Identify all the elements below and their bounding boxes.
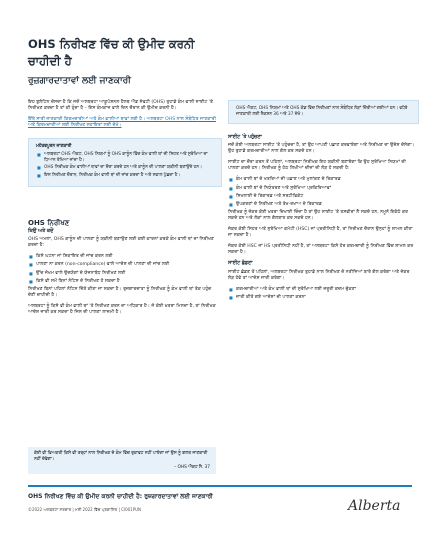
quote-text: ਕੋਈ ਵੀ ਵਿਅਕਤੀ ਕਿਸੇ ਵੀ ਤਰ੍ਹਾਂ ਨਾਲ ਨਿਰੀਖਕ ਦੇ ਕੰਮ ਵਿੱਚ ਰੁਕਾਵਟ ਨਹੀਂ ਪਾਏਗਾ ਜਾਂ ਉਸ ਨੂੰ ਗ਼ਲਤ ਜਾਣਕਾਰੀ ਨਹੀਂ ਦੇਵੇਗਾ।: [34, 451, 208, 462]
list-item: ■ ਉੱਚ ਜੋਖਮ ਵਾਲੇ ਉਦਯੋਗਾਂ ਦੇ ਯੋਜਨਾਬੱਧ ਨਿਰੀਖਣ ਲਈ: [36, 271, 218, 277]
footer-title: OHS ਨਿਰੀਖਣ ਵਿੱਚ ਕੀ ਉਮੀਦ ਕਰਨੀ ਚਾਹੀਦੀ ਹੈ: ਰੁਜ਼ਗਾਰਦਾਤਾਵਾਂ ਲਈ ਜਾਣਕਾਰੀ: [28, 493, 213, 500]
list-item: ■ ਸਿਖਲਾਈ ਦੇ ਰਿਕਾਰਡ ਅਤੇ ਸਰਟੀਫਿਕੇਟ: [236, 194, 416, 200]
important-info-box: [28, 138, 222, 187]
inspection-section: [28, 214, 218, 321]
info-callout: [228, 100, 419, 124]
page-subtitle: ਰੁਜ਼ਗਾਰਦਾਤਾਵਾਂ ਲਈ ਜਾਣਕਾਰੀ: [28, 76, 131, 86]
subsection-heading: ਕਿਉਂ ਅਤੇ ਕਦੋਂ: [28, 229, 54, 235]
list-item: ■ ਪਾਲਣਾ ਨਾ ਕਰਨ (non-compliance) ਵਾਲੇ ਆਦੇਸ਼ ਦੀ ਪਾਲਣਾ ਦੀ ਜਾਂਚ ਲਈ: [36, 262, 218, 268]
list-item: ■ ਕਿਸੇ ਘਟਨਾ ਜਾਂ ਸ਼ਿਕਾਇਤ ਦੀ ਜਾਂਚ ਕਰਨ ਲਈ: [36, 254, 218, 260]
list-item: ■ ਜਾਰੀ ਕੀਤੇ ਗਏ ਆਦੇਸ਼ਾਂ ਦੀ ਪਾਲਣਾ ਕਰਨਾ: [236, 295, 416, 301]
paragraph: ਸਾਈਟ ਛੱਡਣ ਤੋਂ ਪਹਿਲਾਂ, ਅਲਬਰਟਾ ਨਿਰੀਖਕ ਤੁਹਾਡੇ ਨਾਲ ਨਿਰੀਖਣ ਦੇ ਨਤੀਜਿਆਂ ਬਾਰੇ ਗੱਲ ਕਰੇਗਾ ਅਤੇ ਜੇਕਰ ਲੋੜ ਹੋਵੇ ਤਾਂ ਆਦੇਸ਼ ਜਾਰੀ ਕਰੇਗਾ।: [228, 269, 410, 281]
list-item: ■ OHS ਨਿਰੀਖਕ ਕੰਮ ਵਾਲੀਆਂ ਥਾਵਾਂ ਦਾ ਦੌਰਾ ਕਰਦੇ ਹਨ ਅਤੇ ਕਾਨੂੰਨ ਦੀ ਪਾਲਣਾ ਯਕੀਨੀ ਬਣਾਉਂਦੇ ਹਨ।: [44, 165, 214, 171]
subsection-heading: ਸਾਈਟ 'ਤੇ ਪਹੁੰਚਣਾ: [228, 135, 262, 140]
quote-box: [28, 447, 216, 474]
paragraph: ਅਲਬਰਟਾ ਨੂੰ ਕਿਸੇ ਵੀ ਕੰਮ ਵਾਲੀ ਥਾਂ 'ਤੇ ਨਿਰੀਖਣ ਕਰਨ ਦਾ ਅਧਿਕਾਰ ਹੈ। ਜੇ ਕੋਈ ਖ਼ਤਰਾ ਮਿਲਦਾ ਹੈ, ਤਾਂ ਨਿਰੀਖਕ ਆਦੇਸ਼ ਜਾਰੀ ਕਰ ਸਕਦਾ ਹੈ ਜਿਸ ਦੀ ਪਾਲਣਾ ਲਾਜ਼ਮੀ ਹੈ।: [28, 303, 216, 316]
info-callout-text: OHS ਐਕਟ, OHS ਨਿਯਮਾਂ ਅਤੇ OHS ਕੋਡ ਵਿੱਚ ਨਿਰੀਖਣਾਂ ਨਾਲ ਸੰਬੰਧਿਤ ਲੋੜਾਂ ਦਿੱਤੀਆਂ ਗਈਆਂ ਹਨ। ਵਧੇਰੇ ਜਾਣਕਾਰੀ ਲਈ ਸੈਕਸ਼ਨ 36 ਅਤੇ 37 ਦੇਖੋ।: [236, 106, 408, 117]
quote-source: – OHS ਐਕਟ ਸੈ. 37: [173, 464, 210, 470]
paragraph: ਸਾਈਟ ਦਾ ਦੌਰਾ ਕਰਨ ਤੋਂ ਪਹਿਲਾਂ, ਅਲਬਰਟਾ ਨਿਰੀਖਕ ਇਹ ਯਕੀਨੀ ਬਣਾਏਗਾ ਕਿ ਉਹ ਸੁਰੱਖਿਆ ਨਿਯਮਾਂ ਦੀ ਪਾਲਣਾ ਕਰਦੇ ਹਨ। ਨਿਰੀਖਕ ਨੂੰ ਹੇਠ ਲਿਖੀਆਂ ਚੀਜ਼ਾਂ ਦੀ ਲੋੜ ਹੋ ਸਕਦੀ ਹੈ:: [228, 160, 406, 172]
list-item: ■ ਕਿਸੇ ਵੀ ਸਮੇਂ ਬਿਨਾਂ ਨੋਟਿਸ ਦੇ ਨਿਰੀਖਣ ਹੋ ਸਕਦਾ ਹੈ: [36, 279, 218, 285]
list-item: ■ ਇਸ ਨਿਰੀਖਣ ਦੌਰਾਨ, ਨਿਰੀਖਕ ਕੰਮ ਵਾਲੀ ਥਾਂ ਦੀ ਜਾਂਚ ਕਰਦਾ ਹੈ ਅਤੇ ਸਵਾਲ ਪੁੱਛਦਾ ਹੈ।: [44, 173, 214, 179]
right-column: [228, 132, 416, 303]
footer-copyright: ©2022 ਅਲਬਰਟਾ ਸਰਕਾਰ | ਮਈ 2022 ਵਿੱਚ ਪ੍ਰਕਾਸ਼ਿਤ | CI001PUN: [28, 507, 142, 512]
paragraph: ਜੇਕਰ ਕੋਈ ਸਿਹਤ ਅਤੇ ਸੁਰੱਖਿਆ ਕਮੇਟੀ (HSC) ਜਾਂ ਪ੍ਰਤੀਨਿਧੀ ਹੈ, ਤਾਂ ਨਿਰੀਖਣ ਦੌਰਾਨ ਉਨ੍ਹਾਂ ਨੂੰ ਸ਼ਾਮਲ ਕੀਤਾ ਜਾ ਸਕਦਾ ਹੈ।: [228, 227, 413, 239]
important-info-heading: ਮਹੱਤਵਪੂਰਨ ਜਾਣਕਾਰੀ: [36, 144, 72, 149]
paragraph: ਜਦੋਂ ਕੋਈ ਅਲਬਰਟਾ ਸਾਈਟ 'ਤੇ ਪਹੁੰਚਦਾ ਹੈ, ਤਾਂ ਉਹ ਆਪਣੀ ਪਛਾਣ ਕਰਵਾਏਗਾ ਅਤੇ ਨਿਰੀਖਣ ਦਾ ਉਦੇਸ਼ ਦੱਸੇਗਾ। ਉਹ ਤੁਹਾਡੇ ਕਰਮਚਾਰੀਆਂ ਨਾਲ ਗੱਲ ਕਰ ਸਕਦੇ ਹਨ।: [228, 143, 415, 155]
list-item: ■ ਕੰਮ ਵਾਲੀ ਥਾਂ ਦੇ ਖਤਰਿਆਂ ਦੀ ਪਛਾਣ ਅਤੇ ਮੁਲਾਂਕਣ ਦੇ ਰਿਕਾਰਡ: [236, 177, 416, 183]
paragraph: ਜੇਕਰ ਕੋਈ HSC ਜਾਂ HS ਪ੍ਰਤੀਨਿਧੀ ਨਹੀਂ ਹੈ, ਤਾਂ ਅਲਬਰਟਾ ਕਿਸੇ ਹੋਰ ਕਰਮਚਾਰੀ ਨੂੰ ਨਿਰੀਖਣ ਵਿੱਚ ਸ਼ਾਮਲ ਕਰ ਸਕਦਾ ਹੈ।: [228, 244, 414, 256]
paragraph: ਨਿਰੀਖਕ ਨੂੰ ਜੇਕਰ ਕੋਈ ਖ਼ਤਰਾ ਦਿਖਾਈ ਦਿੰਦਾ ਹੈ ਤਾਂ ਉਹ ਸਾਈਟ 'ਤੇ ਤਸਵੀਰਾਂ ਲੈ ਸਕਦੇ ਹਨ, ਨਮੂਨੇ ਇਕੱਠੇ ਕਰ ਸਕਦੇ ਹਨ ਅਤੇ ਲੋਕਾਂ ਨਾਲ ਗੱਲਬਾਤ ਕਰ ਸਕਦੇ ਹਨ।: [228, 209, 408, 221]
footer-divider: [28, 485, 412, 487]
intro-paragraph: ਇਹ ਬੁਲੇਟਿਨ ਦੱਸਦਾ ਹੈ ਕਿ ਜਦੋਂ ਅਲਬਰਟਾ ਆਕੂਪੇਸ਼ਨਲ ਹੈਲਥ ਐਂਡ ਸੇਫਟੀ (OHS) ਤੁਹਾਡੇ ਕੰਮ ਵਾਲੀ ਸਾਈਟ 'ਤੇ ਨਿਰੀਖਣ ਕਰਦਾ ਹੈ ਤਾਂ ਕੀ ਹੁੰਦਾ ਹੈ – ਇਸ ਕੰਮਕਾਜ ਵਾਲੇ ਦਿਨ ਦੌਰਾਨ ਕੀ ਉਮੀਦ ਕਰਨੀ ਹੈ।: [28, 100, 213, 112]
intro-link-paragraph[interactable]: ਇੱਥੇ ਸਾਰੀ ਜਾਣਕਾਰੀ ਕਿਰਮਚਾਰੀਆਂ ਅਤੇ ਕੰਮ ਵਾਲੀਆਂ ਥਾਵਾਂ ਲਈ ਹੈ। ਅਲਬਰਟਾ OHS ਨਾਲ ਸੰਬੰਧਿਤ ਜਾਣਕਾਰੀ ਅਤੇ ਕਿਰਮਚਾਰੀਆਂ ਲਈ ਨਿਰੀਖਣ ਸਹਾਇਤਾ ਲਈ ਦੇਖੋ।: [28, 117, 217, 129]
page-title: OHS ਨਿਰੀਖਣ ਵਿੱਚ ਕੀ ਉਮੀਦ ਕਰਨੀ ਚਾਹੀਦੀ ਹੈ: [28, 37, 195, 68]
alberta-logo: Alberta: [348, 498, 401, 514]
list-item: ■ ਅਲਬਰਟਾ OHS ਐਕਟ, OHS ਨਿਯਮਾਂ ਨੂੰ OHS ਕਾਨੂੰਨ ਵਿੱਚ ਕੰਮ ਵਾਲੀ ਥਾਂ ਦੀ ਸਿਹਤ ਅਤੇ ਸੁਰੱਖਿਆ ਦਾ ਧਿਆਨ ਰੱਖਿਆ ਜਾਂਦਾ ਹੈ।: [44, 152, 214, 164]
paragraph: OHS ਅਮਲਾ, OHS ਕਾਨੂੰਨ ਦੀ ਪਾਲਣਾ ਨੂੰ ਯਕੀਨੀ ਬਣਾਉਣ ਲਈ ਕਈ ਕਾਰਨਾਂ ਕਰਕੇ ਕੰਮ ਵਾਲੀ ਥਾਂ ਦਾ ਨਿਰੀਖਣ ਕਰਦਾ ਹੈ:: [28, 237, 214, 249]
section-heading: OHS ਨਿਰੀਖਣ: [28, 219, 70, 227]
list-item: ■ ਕਰਮਚਾਰੀਆਂ ਅਤੇ ਕੰਮ ਵਾਲੀ ਥਾਂ ਦੀ ਸੁਰੱਖਿਆ ਲਈ ਜ਼ਰੂਰੀ ਕਦਮ ਚੁੱਕਣਾ: [236, 287, 416, 293]
list-item: ■ ਉਪਕਰਣਾਂ ਦੇ ਨਿਰੀਖਣ ਅਤੇ ਰੱਖ-ਰਖਾਅ ਦੇ ਰਿਕਾਰਡ: [236, 202, 416, 208]
subsection-heading: ਸਾਈਟ ਛੱਡਣਾ: [228, 261, 253, 267]
list-item: ■ ਕੰਮ ਵਾਲੀ ਥਾਂ ਦੇ ਨਿਯੰਤਰਣ ਅਤੇ ਸੁਰੱਖਿਆ ਪ੍ਰਕਿਰਿਆਵਾਂ: [236, 186, 416, 192]
left-column: [28, 100, 218, 134]
paragraph: ਨਿਰੀਖਣ ਬਿਨਾਂ ਪਹਿਲਾਂ ਨੋਟਿਸ ਦਿੱਤੇ ਕੀਤਾ ਜਾ ਸਕਦਾ ਹੈ। ਰੁਜ਼ਗਾਰਦਾਤਾ ਨੂੰ ਨਿਰੀਖਕ ਨੂੰ ਕੰਮ ਵਾਲੀ ਥਾਂ ਤੱਕ ਪਹੁੰਚ ਦੇਣੀ ਚਾਹੀਦੀ ਹੈ।: [28, 286, 212, 298]
